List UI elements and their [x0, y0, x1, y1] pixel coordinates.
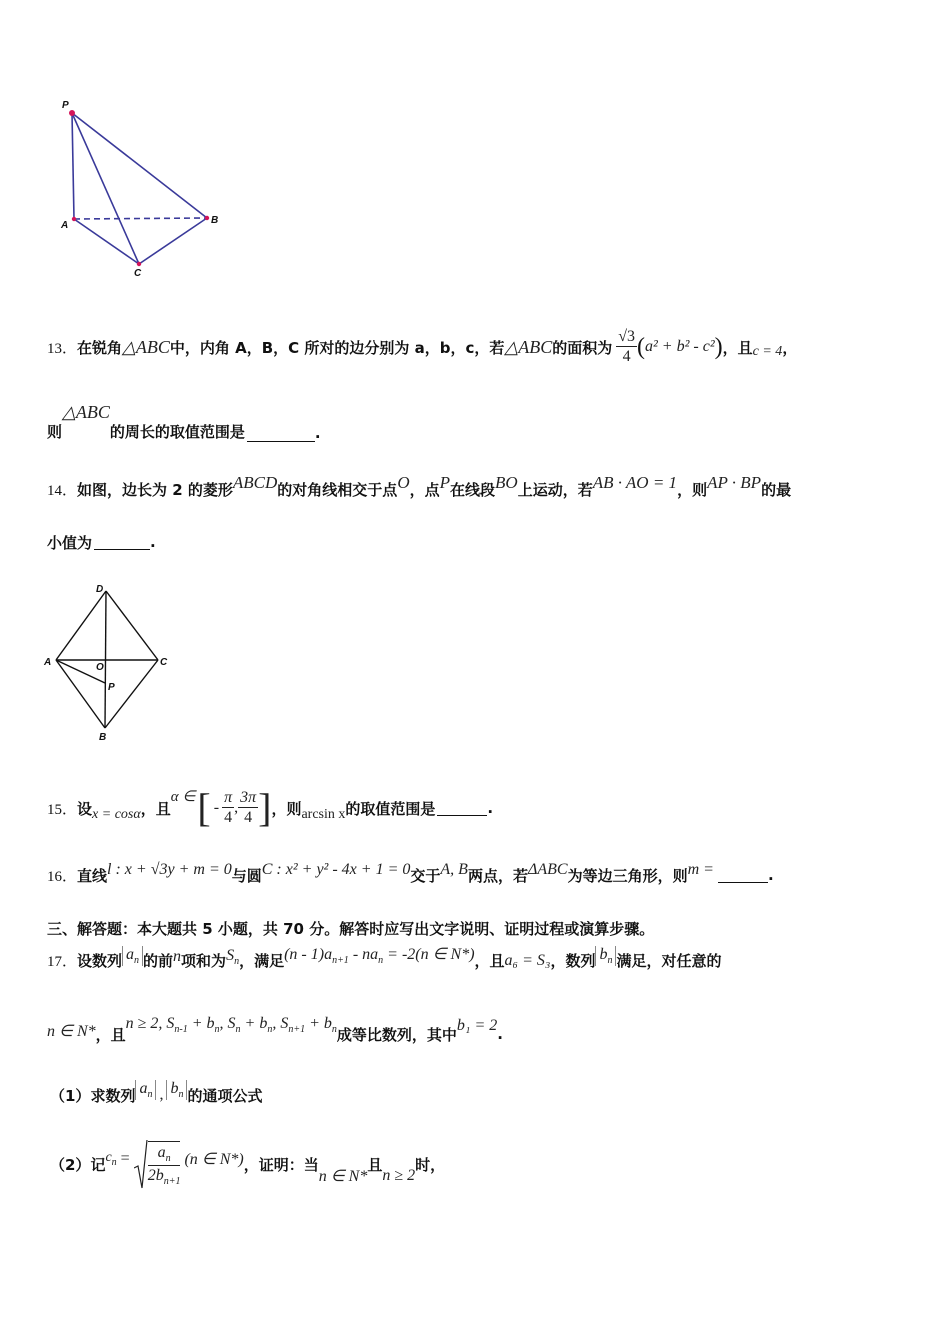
q13-line2-post: 的周长的取值范围是: [109, 423, 245, 441]
q17-text-7: 满足，对任意的: [616, 951, 722, 970]
q14-number: 14．: [47, 482, 78, 499]
q16-points: A, B: [440, 861, 468, 878]
q13-text-2: 中，内角 A，B，C 所对的边分别为 a，b，c，若: [169, 338, 505, 357]
label-a: A: [61, 220, 69, 231]
q16-number: 16．: [47, 868, 78, 885]
q17-part2-cond1: n ∈ N*: [318, 1168, 368, 1185]
label-p2: P: [108, 682, 115, 693]
q17-part1-seq-b: $b_n$: [166, 1080, 187, 1100]
q17-line1: [47, 940, 722, 980]
diagonal-db: [105, 591, 106, 728]
q15-answer-blank[interactable]: [437, 801, 487, 816]
q15-text-1: 设: [77, 799, 93, 818]
q13-frac-denominator: 4: [622, 348, 631, 365]
q14-line1: [47, 472, 791, 506]
q14-condition: AB · AO = 1: [592, 473, 678, 492]
edge-bc: [139, 218, 207, 264]
q16-text-2: 与圆: [231, 866, 262, 885]
q16-text-3: 交于: [410, 866, 441, 885]
q17-part1: [50, 1078, 262, 1112]
q17-condition: a₆ = S₃: [504, 952, 551, 969]
q15-expr: x = cosα: [92, 807, 141, 822]
q17-line2: [47, 1012, 503, 1056]
q15-hi-den: 4: [244, 809, 253, 826]
q14-text-7: 的最: [761, 480, 792, 499]
q13-text-1: 在锐角: [77, 338, 123, 357]
q17-part2-text-2: ，证明：当: [243, 1155, 319, 1174]
q14-end: .: [150, 533, 156, 551]
q17-n: n: [173, 948, 182, 965]
q14-shape: ABCD: [232, 473, 278, 492]
side-da: [56, 591, 106, 660]
label-b: B: [211, 215, 219, 226]
q13-triangle-3: △ABC: [62, 402, 110, 422]
q15-number: 15．: [47, 801, 78, 818]
q16-answer-blank[interactable]: [718, 868, 768, 883]
q17-part2-cond2: n ≥ 2: [382, 1167, 416, 1184]
q13-line2-pre: 则: [47, 423, 63, 441]
label-p: P: [62, 100, 69, 111]
q17-text-3: 项和为: [181, 951, 227, 970]
q14-line2-text: 小值为: [47, 533, 93, 552]
q17-line2-end: .: [497, 1025, 503, 1043]
q15-text-2: ，且: [140, 799, 171, 818]
q17-line2-text-1: ，且: [95, 1025, 126, 1044]
q17-number: 17．: [47, 953, 78, 970]
q17-text-1: 设数列: [77, 951, 123, 970]
q17-part2-text-1: 记: [90, 1155, 106, 1174]
q17-part2-equals: =: [120, 1150, 130, 1167]
q16-end: .: [767, 866, 774, 884]
point-p: [69, 110, 75, 116]
q15-lo-sign: -: [213, 799, 220, 816]
q14-text-1: 如图，边长为 2 的菱形: [77, 480, 233, 499]
q15-hi-num: 3π: [240, 789, 257, 806]
q14-answer-blank[interactable]: [94, 535, 150, 550]
q14-expression: AP · BP: [707, 473, 762, 492]
q13-text-3: 的面积为: [552, 338, 613, 357]
figure-tetrahedron: [50, 95, 230, 285]
q17-recurrence: $(n - 1)a_{n+1} - na_n = -2(n$ ∈ N*): [284, 946, 475, 966]
q13-condition: c = 4: [752, 344, 783, 359]
point-b: [205, 216, 209, 220]
q13-line2: [47, 402, 321, 442]
q15-upper-bound: [238, 790, 258, 826]
q17-part2-cn: $c_n$: [105, 1150, 117, 1168]
q13-paren-expr: a² + b² - c²: [645, 338, 715, 355]
label-o: O: [96, 662, 104, 673]
figure-rhombus: [40, 582, 180, 747]
q13-triangle-2: △ABC: [504, 336, 553, 357]
edge-ab-hidden: [74, 218, 207, 219]
q17-line2-text-2: 成等比数列，其中: [336, 1025, 457, 1044]
edge-pb: [72, 113, 207, 218]
q13-end: .: [314, 424, 321, 442]
q14-text-3: ，点: [409, 480, 440, 499]
q17-part2: [50, 1134, 445, 1194]
q17-part2-root-fraction: $\frac{a_n}{2b_{n+1}}$: [148, 1141, 181, 1187]
q17-seq-a: $a_n$: [122, 946, 143, 966]
q14-line2: [47, 531, 156, 553]
side-cb: [105, 660, 158, 728]
q17-text-4: ，满足: [239, 951, 285, 970]
q14-text-6: ，则: [677, 480, 708, 499]
q17-sn: $S_n$: [226, 947, 240, 967]
q16-text-5: 为等边三角形，则: [567, 866, 688, 885]
q17-part1-text-2: 的通项公式: [187, 1086, 263, 1105]
label-b2: B: [99, 732, 107, 743]
q14-point-o: O: [397, 473, 410, 492]
q13-area-fraction: [616, 329, 637, 365]
q16-m: m =: [687, 861, 714, 878]
label-a2: A: [44, 657, 52, 668]
section3-heading: 三、解答题：本大题共 5 小题，共 70 分。解答时应写出文字说明、证明过程或演算步骤。: [47, 920, 655, 938]
q14-text-2: 的对角线相交于点: [277, 480, 398, 499]
q15-lo-den: 4: [224, 809, 233, 826]
q14-text-5: 上运动，若: [517, 480, 593, 499]
q17-seq-b: $b_n$: [595, 946, 616, 966]
q17-part2-sqrt: [134, 1138, 181, 1190]
q15-lower-bound: [222, 790, 234, 826]
q17-text-5: ，且: [474, 951, 505, 970]
q17-part1-seq-a: $a_n$: [135, 1080, 156, 1100]
q17-part2-text-3: 且: [367, 1155, 383, 1174]
q15-arcsin: arcsin x: [301, 807, 346, 822]
q13-text-5: ，: [782, 338, 798, 357]
q17-line2-geometric: n ≥ 2, $S_{n-1} + b_n$, $S_n + b_n$, $S_{n+1} + b_n$: [125, 1015, 337, 1035]
q13-number: 13．: [47, 340, 78, 357]
q17-part1-number: （1）: [50, 1086, 91, 1105]
q17-part2-cond: (n ∈ N*): [184, 1151, 244, 1168]
q13-frac-numerator: √3: [618, 328, 635, 345]
q13-answer-blank[interactable]: [247, 427, 315, 442]
edge-pa: [72, 113, 74, 219]
q14-point-p: P: [439, 473, 450, 492]
q17-b1: b₁ = 2: [456, 1017, 498, 1034]
q16-text-4: 两点，若: [467, 866, 528, 885]
q14-segment: BO: [495, 473, 518, 492]
q17-part2-text-4: 时，: [415, 1155, 446, 1174]
q16-circle-equation: C : x² + y² - 4x + 1 = 0: [261, 861, 411, 878]
label-c2: C: [160, 657, 168, 668]
q14-text-4: 在线段: [450, 480, 496, 499]
side-dc: [106, 591, 158, 660]
q15-text-3: ，则: [271, 799, 302, 818]
q16-triangle: ΔABC: [527, 861, 568, 878]
q15-text-4: 的取值范围是: [345, 799, 436, 818]
q17-part1-text-1: 求数列: [90, 1086, 136, 1105]
q13-line1: 13． 在锐角 △ABC 中，内角 A，B，C 所对的边分别为 a，b，c，若 △ABC 的面积为 $\frac{√3}{4}$ ( a² + b² - c² ) ，且 c = 4 ，: [47, 328, 798, 365]
q16-line-equation: l : x + √3y + m = 0: [107, 861, 232, 878]
point-c: [137, 262, 141, 266]
q13-text-4: ，且: [722, 338, 753, 357]
q16-text-1: 直线: [77, 866, 108, 885]
label-c: C: [134, 268, 142, 279]
q17-part1-comma: ,: [159, 1086, 164, 1103]
q17-part2-number: （2）: [50, 1155, 91, 1174]
q17-text-6: ，数列: [550, 951, 596, 970]
label-d: D: [96, 584, 104, 595]
q17-line2-domain: n ∈ N*: [47, 1023, 96, 1040]
radical-sign-icon: [134, 1138, 148, 1190]
q17-text-2: 的前: [143, 951, 174, 970]
q16-line: [47, 858, 774, 892]
q13-triangle-1: △ABC: [122, 336, 170, 357]
q15-line: 15． 设 x = cosα ，且 α ∈ [ - $\frac{\pi}{4}$ , $\frac{3\pi}{4}$ ] ，则 arcsin x 的取值范围是 .: [47, 785, 494, 830]
q15-lo-num: π: [224, 789, 233, 806]
q15-end: .: [487, 799, 494, 817]
q15-alpha: α ∈: [170, 788, 196, 805]
point-a: [72, 217, 76, 221]
